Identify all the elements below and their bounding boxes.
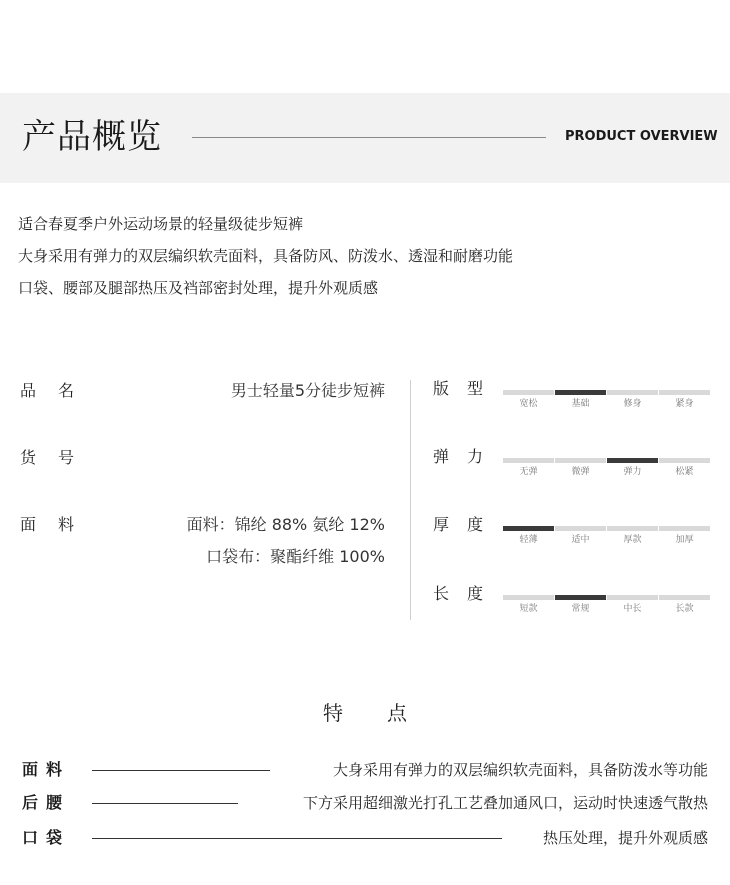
scale-option: 短款 [519, 604, 538, 614]
scale-segment [607, 526, 658, 531]
intro-line: 大身采用有弹力的双层编织软壳面料，具备防风、防泼水、透湿和耐磨功能 [18, 247, 514, 265]
spec-value: 男士轻量5分徒步短裤 [230, 381, 385, 400]
overview-title: 产品概览 [22, 117, 162, 157]
scale-option: 弹力 [623, 467, 642, 477]
scale-segment [607, 595, 658, 600]
feature-text: 大身采用有弹力的双层编织软壳面料，具备防泼水等功能 [332, 761, 708, 779]
scale-option: 中长 [623, 604, 642, 614]
scale-segment [503, 526, 554, 531]
scale-segment [659, 458, 710, 463]
scale-option: 微弹 [571, 467, 590, 477]
banner-divider [192, 137, 546, 138]
spec-label: 品名 [20, 381, 97, 400]
scale-label: 版型 [433, 379, 502, 398]
feature-leader-line [92, 803, 238, 804]
scale-segment [503, 458, 554, 463]
scale-label: 厚度 [433, 515, 502, 534]
scale-label: 弹力 [433, 447, 502, 466]
scale-option: 长款 [675, 604, 694, 614]
scale-segment [503, 595, 554, 600]
feature-row-waist [0, 792, 730, 814]
scale-segment [659, 595, 710, 600]
spec-value: 面料：锦纶 88% 氨纶 12% [186, 515, 385, 534]
spec-value: 口袋布：聚酯纤维 100% [206, 547, 385, 566]
feature-label: 口袋 [22, 828, 71, 847]
scale-segment [659, 526, 710, 531]
scale-option: 常规 [571, 604, 590, 614]
scale-segment [503, 390, 554, 395]
spec-label: 货号 [20, 448, 97, 467]
scale-segment [659, 390, 710, 395]
scale-option: 松紧 [675, 467, 694, 477]
scale-segment [607, 458, 658, 463]
scale-option: 厚款 [623, 535, 642, 545]
scale-segment [555, 390, 606, 395]
scale-option: 轻薄 [519, 535, 538, 545]
feature-row-fabric [0, 759, 730, 781]
overview-subtitle: PRODUCT OVERVIEW [565, 129, 718, 144]
feature-label: 面料 [22, 760, 71, 779]
feature-leader-line [92, 838, 502, 839]
scale-segment [555, 526, 606, 531]
feature-row-pocket [0, 827, 730, 849]
scale-label: 长度 [433, 584, 502, 603]
overview-banner [0, 93, 730, 183]
scale-option: 修身 [623, 399, 642, 409]
spec-table [0, 377, 400, 607]
scale-option: 无弹 [519, 467, 538, 477]
intro-line: 适合春夏季户外运动场景的轻量级徒步短裤 [18, 215, 304, 233]
scale-option: 宽松 [519, 399, 538, 409]
spec-label: 面料 [20, 515, 97, 534]
feature-text: 下方采用超细激光打孔工艺叠加通风口，运动时快速透气散热 [302, 794, 708, 812]
spec-divider [410, 380, 411, 620]
feature-text: 热压处理，提升外观质感 [542, 829, 708, 847]
product-intro [18, 215, 718, 311]
scale-option: 加厚 [675, 535, 694, 545]
features-title: 特点 [323, 701, 451, 725]
scale-option: 适中 [571, 535, 590, 545]
scale-segment [607, 390, 658, 395]
scale-option: 紧身 [675, 399, 694, 409]
feature-leader-line [92, 770, 270, 771]
feature-label: 后腰 [22, 793, 71, 812]
scale-segment [555, 595, 606, 600]
scale-segment [555, 458, 606, 463]
scale-option: 基础 [571, 399, 590, 409]
intro-line: 口袋、腰部及腿部热压及裆部密封处理，提升外观质感 [18, 279, 379, 297]
